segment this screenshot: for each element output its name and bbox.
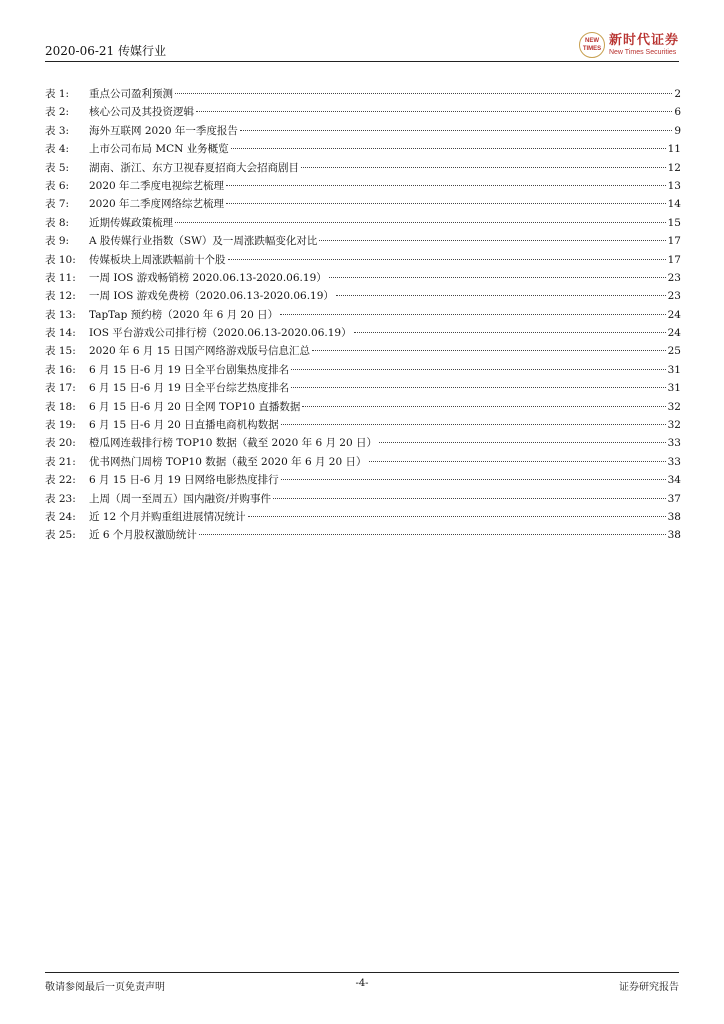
toc-entry-title: 核心公司及其投资逻辑: [89, 106, 194, 119]
toc-entry-label: 表 3:: [45, 124, 70, 137]
header-divider: [45, 61, 679, 62]
toc-entry-page: 31: [667, 363, 681, 376]
toc-entry-page: 25: [667, 345, 681, 358]
toc-leader-dots: [354, 332, 666, 333]
toc-leader-dots: [175, 93, 672, 94]
toc-entry-title: 2020 年二季度网络综艺梳理: [89, 198, 225, 211]
toc-entry-page: 15: [667, 216, 681, 229]
toc-entry[interactable]: [45, 417, 681, 435]
toc-entry-page: 31: [667, 382, 681, 395]
toc-entry-page: 32: [667, 419, 681, 432]
toc-leader-dots: [248, 516, 666, 517]
toc-entry-title: 近 6 个月股权激励统计: [89, 529, 197, 542]
page-number: -4-: [355, 978, 369, 989]
toc-entry-label: 表 25:: [45, 529, 76, 542]
toc-entry-label: 表 5:: [45, 161, 70, 174]
toc-entry-label: 表 18:: [45, 400, 76, 413]
toc-entry-title: 湖南、浙江、东方卫视春夏招商大会招商剧目: [89, 161, 299, 174]
toc-leader-dots: [379, 442, 666, 443]
toc-entry-title: TapTap 预约榜（2020 年 6 月 20 日）: [89, 308, 279, 321]
toc-leader-dots: [312, 350, 666, 351]
toc-entry-title: 优书网热门周榜 TOP10 数据（截至 2020 年 6 月 20 日）: [89, 455, 367, 468]
toc-entry-page: 6: [674, 106, 681, 119]
toc-entry-title: 近 12 个月并购重组进展情况统计: [89, 510, 246, 523]
toc-leader-dots: [291, 387, 665, 388]
toc-entry-title: 6 月 15 日-6 月 19 日全平台综艺热度排名: [89, 382, 290, 395]
toc-entry-page: 34: [667, 474, 681, 487]
toc-entry[interactable]: [45, 307, 681, 325]
toc-entry-label: 表 19:: [45, 419, 76, 432]
toc-entry-page: 33: [667, 455, 681, 468]
toc-entry[interactable]: [45, 123, 681, 141]
toc-entry-page: 13: [667, 179, 681, 192]
toc-entry-page: 17: [667, 235, 681, 248]
toc-entry[interactable]: [45, 196, 681, 214]
toc-entry[interactable]: [45, 454, 681, 472]
toc-leader-dots: [231, 148, 666, 149]
toc-entry-title: 上周（周一至周五）国内融资/并购事件: [89, 492, 272, 505]
toc-entry[interactable]: [45, 380, 681, 398]
toc-entry[interactable]: [45, 491, 681, 509]
toc-entry[interactable]: [45, 399, 681, 417]
toc-entry[interactable]: [45, 215, 681, 233]
toc-entry[interactable]: [45, 233, 681, 251]
toc-entry[interactable]: [45, 509, 681, 527]
company-logo: [579, 30, 679, 60]
toc-entry-title: 橙瓜网连载排行榜 TOP10 数据（截至 2020 年 6 月 20 日）: [89, 437, 378, 450]
toc-entry-title: 一周 IOS 游戏免费榜（2020.06.13-2020.06.19）: [89, 290, 334, 303]
toc-leader-dots: [291, 369, 665, 370]
toc-entry-page: 12: [667, 161, 681, 174]
toc-entry-label: 表 21:: [45, 455, 76, 468]
toc-leader-dots: [301, 167, 666, 168]
toc-entry-label: 表 16:: [45, 363, 76, 376]
toc-leader-dots: [336, 295, 666, 296]
toc-entry-label: 表 23:: [45, 492, 76, 505]
toc-entry-label: 表 11:: [45, 271, 76, 284]
toc-entry-label: 表 12:: [45, 290, 76, 303]
toc-entry[interactable]: [45, 325, 681, 343]
toc-entry-label: 表 14:: [45, 327, 76, 340]
toc-leader-dots: [319, 240, 665, 241]
toc-leader-dots: [226, 185, 666, 186]
toc-leader-dots: [199, 534, 666, 535]
toc-entry-page: 17: [667, 253, 681, 266]
toc-leader-dots: [228, 259, 666, 260]
toc-entry-label: 表 9:: [45, 235, 70, 248]
toc-leader-dots: [196, 111, 672, 112]
toc-entry-title: 2020 年二季度电视综艺梳理: [89, 179, 225, 192]
table-of-tables: [45, 86, 681, 546]
toc-entry-label: 表 6:: [45, 179, 70, 192]
footer-report-type: 证券研究报告: [619, 982, 679, 993]
toc-entry[interactable]: [45, 288, 681, 306]
toc-entry[interactable]: [45, 362, 681, 380]
toc-entry-title: 上市公司布局 MCN 业务概览: [89, 143, 229, 156]
toc-entry[interactable]: [45, 86, 681, 104]
toc-entry-label: 表 1:: [45, 88, 70, 100]
toc-entry-page: 24: [667, 308, 681, 321]
toc-entry-label: 表 2:: [45, 106, 70, 119]
toc-entry-page: 38: [667, 510, 681, 523]
toc-leader-dots: [240, 130, 672, 131]
toc-entry-page: 32: [667, 400, 681, 413]
toc-leader-dots: [226, 203, 666, 204]
toc-entry-page: 9: [674, 124, 681, 137]
toc-entry-page: 23: [667, 271, 681, 284]
toc-leader-dots: [281, 424, 666, 425]
toc-leader-dots: [273, 498, 666, 499]
toc-entry-label: 表 4:: [45, 143, 70, 156]
toc-entry-page: 23: [667, 290, 681, 303]
toc-leader-dots: [175, 222, 666, 223]
toc-entry[interactable]: [45, 270, 681, 288]
footer-disclaimer: 敬请参阅最后一页免责声明: [45, 982, 165, 993]
toc-entry[interactable]: [45, 160, 681, 178]
toc-entry-title: 2020 年 6 月 15 日国产网络游戏版号信息汇总: [89, 345, 310, 358]
toc-leader-dots: [369, 461, 666, 462]
toc-entry[interactable]: [45, 472, 681, 490]
toc-entry-label: 表 8:: [45, 216, 70, 229]
toc-entry-title: 6 月 15 日-6 月 20 日全网 TOP10 直播数据: [89, 400, 301, 413]
toc-entry-page: 37: [667, 492, 681, 505]
toc-entry[interactable]: [45, 527, 681, 545]
toc-entry-label: 表 20:: [45, 437, 76, 450]
toc-entry[interactable]: [45, 435, 681, 453]
toc-entry[interactable]: [45, 104, 681, 122]
page-header: [45, 30, 679, 62]
toc-entry[interactable]: [45, 252, 681, 270]
toc-entry-title: 海外互联网 2020 年一季度报告: [89, 124, 238, 137]
footer-divider: [45, 972, 679, 973]
toc-entry[interactable]: [45, 141, 681, 159]
toc-entry-label: 表 22:: [45, 474, 76, 487]
toc-leader-dots: [281, 479, 666, 480]
toc-entry-title: IOS 平台游戏公司排行榜（2020.06.13-2020.06.19）: [89, 327, 352, 340]
toc-entry-title: 传媒板块上周涨跌幅前十个股: [89, 253, 226, 266]
toc-entry-label: 表 10:: [45, 253, 76, 266]
toc-entry-page: 11: [667, 143, 681, 156]
logo-english-name: New Times Securities: [608, 49, 677, 56]
toc-entry-page: 33: [667, 437, 681, 450]
header-date-industry: 2020-06-21 传媒行业: [45, 44, 167, 58]
toc-entry-page: 14: [667, 198, 681, 211]
toc-entry-label: 表 13:: [45, 308, 76, 321]
toc-entry-title: 6 月 15 日-6 月 19 日网络电影热度排行: [89, 474, 279, 487]
toc-leader-dots: [302, 406, 665, 407]
toc-entry-label: 表 7:: [45, 198, 70, 211]
logo-chinese-name: 新时代证券: [608, 33, 679, 48]
toc-entry[interactable]: [45, 178, 681, 196]
toc-leader-dots: [280, 314, 665, 315]
toc-entry-title: 6 月 15 日-6 月 19 日全平台剧集热度排名: [89, 363, 290, 376]
toc-entry-page: 2: [674, 88, 681, 100]
toc-entry-title: 一周 IOS 游戏畅销榜 2020.06.13-2020.06.19）: [89, 271, 327, 284]
toc-entry-title: 6 月 15 日-6 月 20 日直播电商机构数据: [89, 419, 279, 432]
toc-entry-page: 24: [667, 327, 681, 340]
toc-entry[interactable]: [45, 343, 681, 361]
toc-entry-title: A 股传媒行业指数（SW）及一周涨跌幅变化对比: [89, 235, 318, 248]
toc-leader-dots: [329, 277, 666, 278]
toc-entry-page: 38: [667, 529, 681, 542]
toc-entry-label: 表 17:: [45, 382, 76, 395]
page-footer: [45, 972, 679, 992]
toc-entry-label: 表 24:: [45, 510, 76, 523]
toc-entry-label: 表 15:: [45, 345, 76, 358]
toc-entry-title: 重点公司盈利预测: [89, 88, 173, 100]
logo-emblem-icon: NEW TIMES: [579, 32, 605, 58]
toc-entry-title: 近期传媒政策梳理: [89, 216, 173, 229]
